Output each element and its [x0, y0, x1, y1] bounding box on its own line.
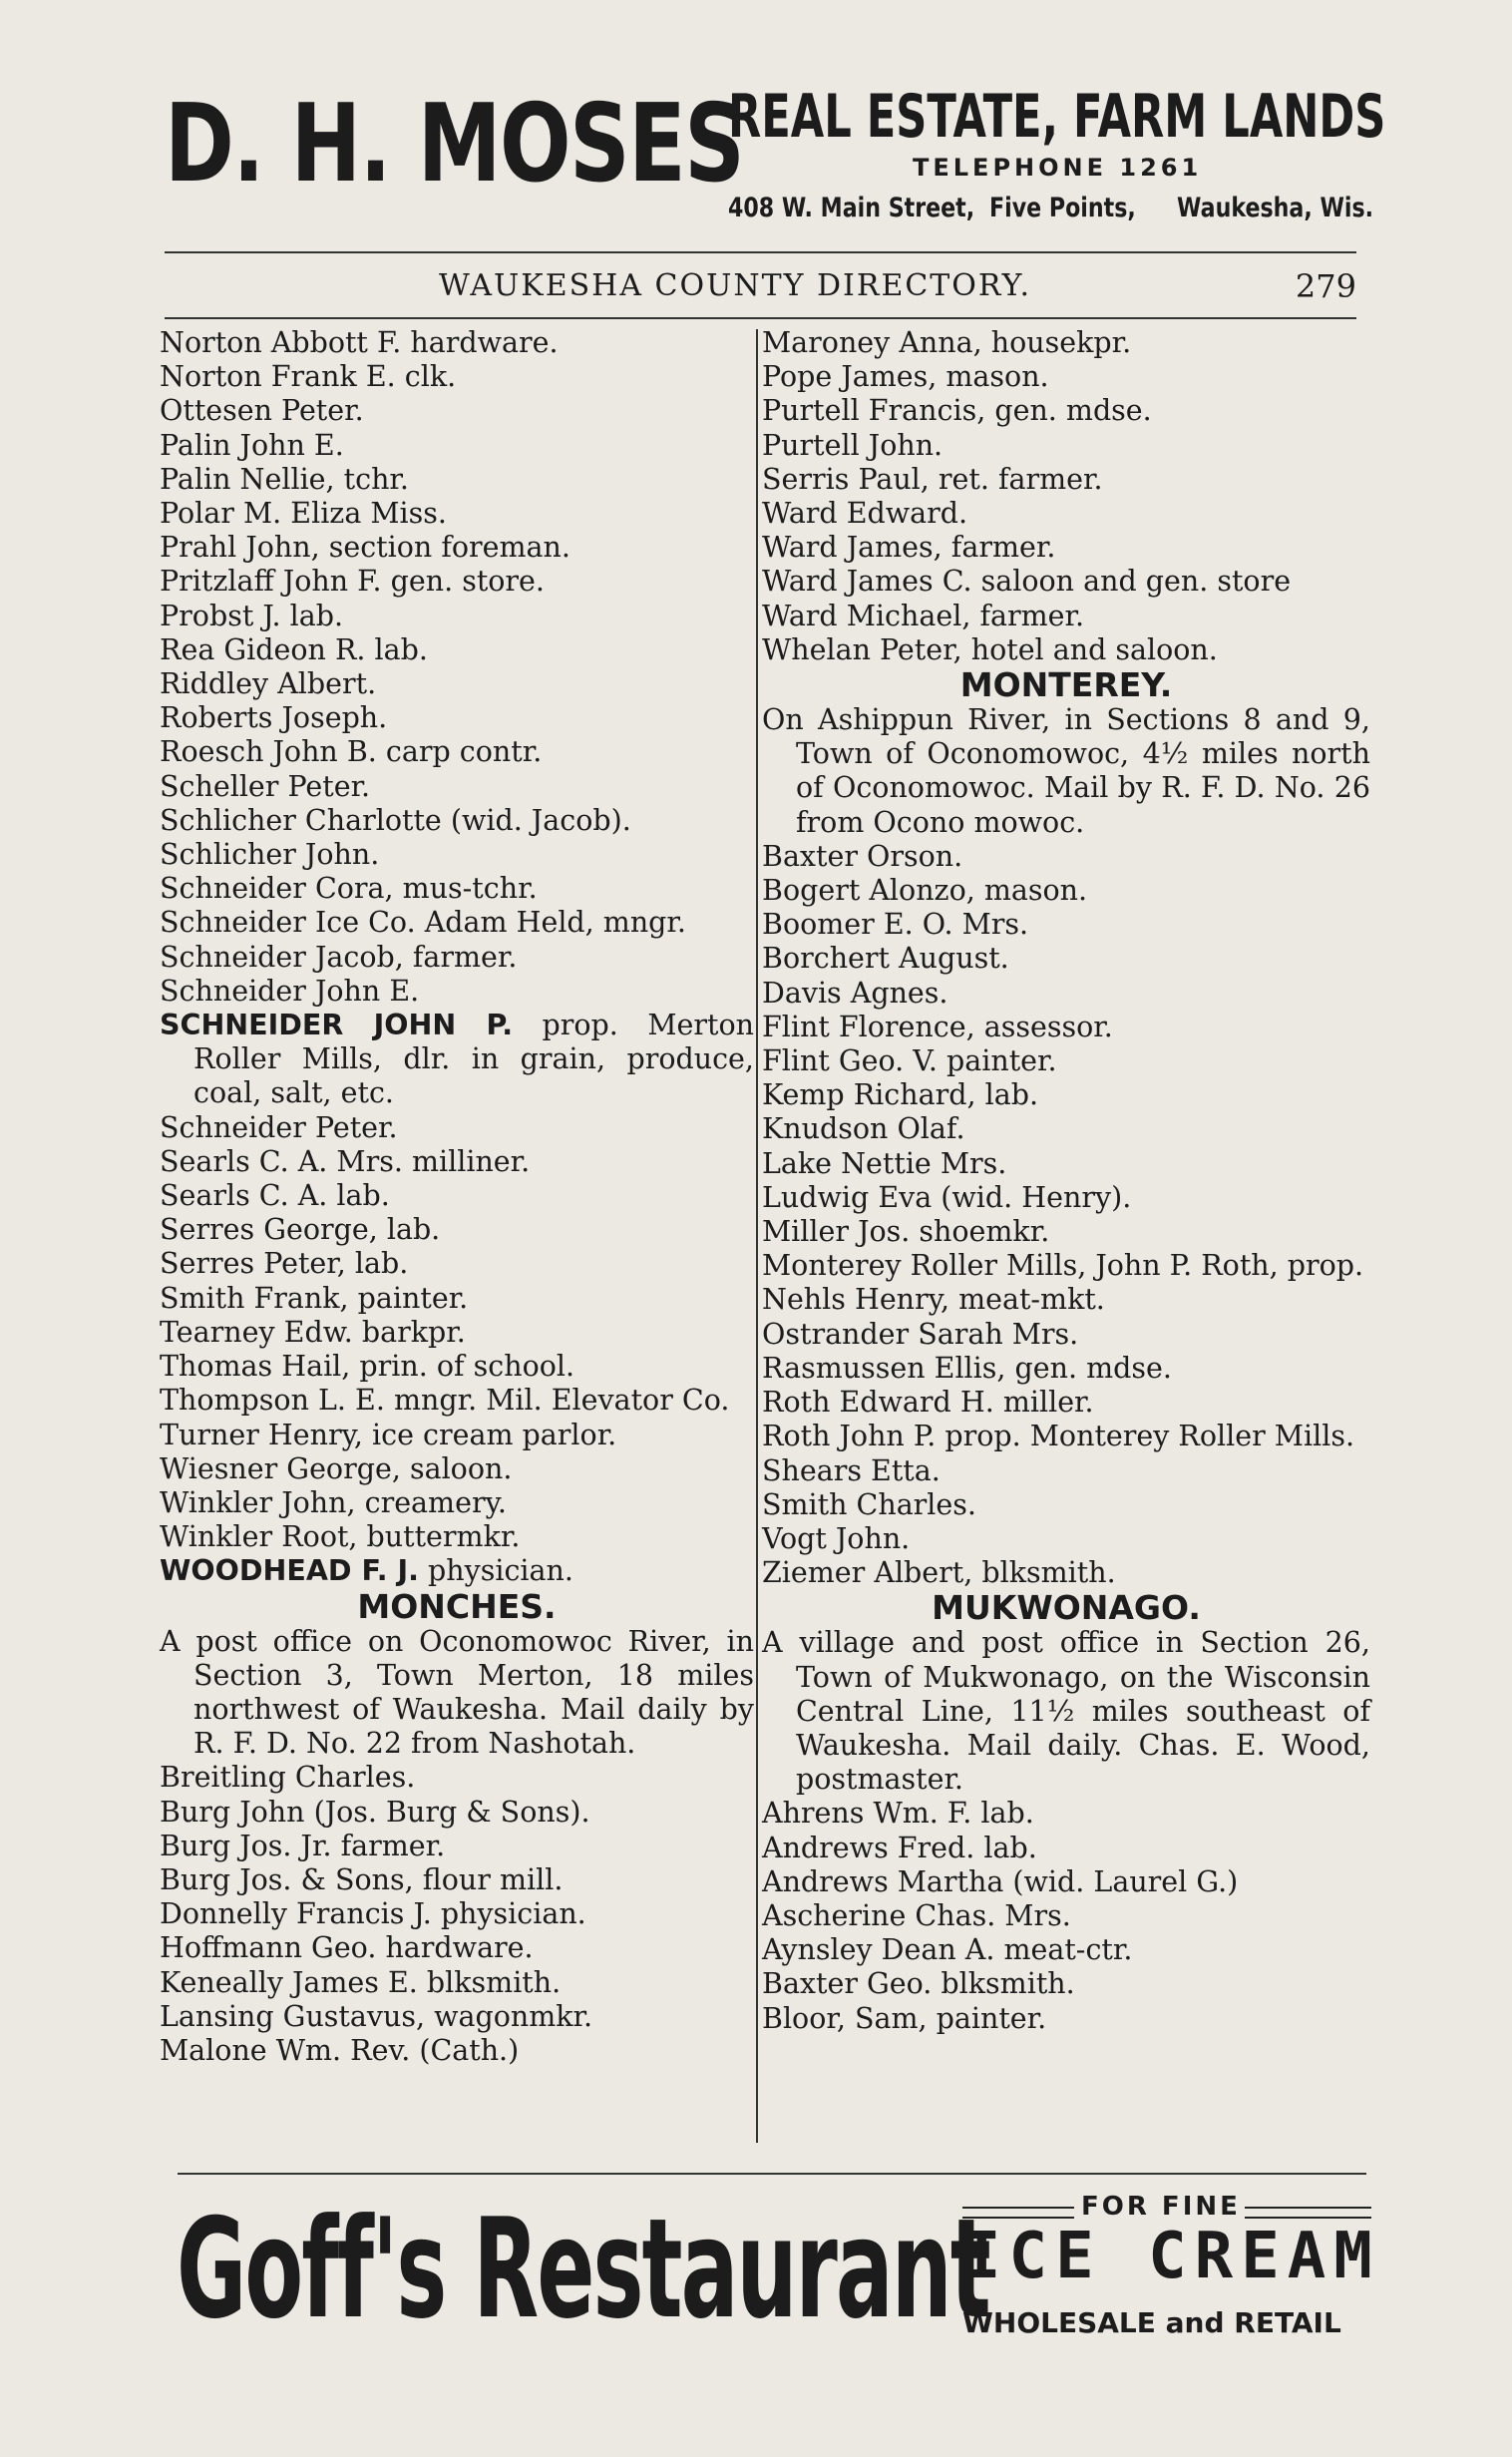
directory-entry: Andrews Fred. lab.	[762, 1831, 1037, 1864]
advertiser-details	[728, 80, 1386, 223]
directory-entry: Ziemer Albert, blksmith.	[762, 1556, 1116, 1590]
monterey-entries-c	[762, 1454, 1370, 1591]
directory-entry: Smith Charles.	[762, 1487, 976, 1521]
directory-entry: Burg John (Jos. Burg & Sons).	[160, 1795, 590, 1829]
section-heading-monterey: MONTEREY.	[959, 665, 1173, 705]
directory-entry: Serres Peter, lab.	[160, 1247, 409, 1281]
running-head	[165, 262, 1356, 310]
directory-entry: Nehls Henry, meat-mkt.	[762, 1283, 1105, 1317]
directory-entry: Ahrens Wm. F. lab.	[762, 1797, 1034, 1831]
wholesale-retail-label: WHOLESALE and RETAIL	[962, 2306, 1341, 2339]
directory-entry: Hoffmann Geo. hardware.	[160, 1931, 534, 1965]
listing-woodhead	[160, 1554, 754, 1588]
directory-entry: Andrews Martha (wid. Laurel G.)	[762, 1864, 1239, 1898]
advertiser-name: D. H. MOSES	[165, 82, 744, 206]
monterey-entries	[762, 840, 1370, 1249]
directory-entry: Smith Frank, painter.	[160, 1281, 469, 1315]
directory-entry: Turner Henry, ice cream parlor.	[160, 1418, 617, 1451]
directory-entry: Lake Nettie Mrs.	[762, 1146, 1007, 1180]
directory-entry: Kemp Richard, lab.	[762, 1078, 1038, 1112]
directory-entry: Ward James C. saloon and gen. store	[762, 565, 1292, 599]
directory-entry: Ottesen Peter.	[160, 394, 364, 428]
directory-entry: Ward Edward.	[762, 497, 968, 531]
right-column	[762, 326, 1370, 2036]
directory-entry: Wiesner George, saloon.	[160, 1451, 513, 1485]
listing-thompson: Thompson L. E. mngr. Mil. Elevator Co.	[160, 1384, 730, 1418]
directory-entry: Flint Geo. V. painter.	[762, 1044, 1057, 1078]
directory-entry: Roth Edward H. miller.	[762, 1386, 1094, 1420]
section-description-monterey: On Ashippun River, in Sections 8 and 9, Town of Oconomowoc, 4½ miles north of Oconomowoc. Mail by R. F. D. No. 26 from Ocono mowoc.	[762, 703, 1370, 839]
directory-entry: Prahl John, section foreman.	[160, 531, 570, 565]
directory-entry: Boomer E. O. Mrs.	[762, 908, 1029, 942]
restaurant-name: Goff's Restaurant	[177, 2189, 989, 2349]
directory-entry: Baxter Orson.	[762, 839, 963, 873]
top-advertisement	[165, 80, 1386, 229]
listing-monterey-roller-mills: Monterey Roller Mills, John P. Roth, prop.	[762, 1249, 1364, 1283]
directory-entry: Vogt John.	[762, 1521, 911, 1555]
directory-entry: Probst J. lab.	[160, 599, 344, 632]
left-entries-a	[160, 326, 754, 1009]
directory-entry: Roesch John B. carp contr.	[160, 735, 543, 769]
left-entries-b	[160, 1111, 754, 1385]
directory-entry: Bogert Alonzo, mason.	[762, 874, 1088, 908]
directory-entry: Schneider Ice Co. Adam Held, mngr.	[160, 906, 686, 940]
section-description-mukwonago: A village and post office in Section 26, Town of Mukwonago, on the Wisconsin Central Line, 11½ miles southeast of Waukesha. Mail daily. Chas. E. Wood, postmaster.	[762, 1626, 1370, 1797]
advertiser-street: 408 W. Main Street,	[728, 193, 975, 223]
directory-entry: Scheller Peter.	[160, 769, 371, 803]
directory-entry: Pope James, mason.	[762, 360, 1049, 394]
advertiser-business: REAL ESTATE, FARM LANDS	[728, 82, 1386, 152]
directory-entry: Rea Gideon R. lab.	[160, 632, 428, 666]
section-heading-mukwonago: MUKWONAGO.	[932, 1588, 1201, 1628]
mukwonago-entries	[762, 1797, 1370, 2035]
directory-entry: Polar M. Eliza Miss.	[160, 497, 447, 531]
directory-entry: Flint Florence, assessor.	[762, 1010, 1113, 1043]
directory-entry: Miller Jos. shoemkr.	[762, 1215, 1050, 1249]
directory-entry: Burg Jos. & Sons, flour mill.	[160, 1862, 564, 1896]
directory-entry: Norton Frank E. clk.	[160, 360, 457, 394]
directory-entry: Rasmussen Ellis, gen. mdse.	[762, 1351, 1172, 1385]
directory-entry: Palin John E.	[160, 428, 344, 462]
directory-entry: Serres George, lab.	[160, 1213, 441, 1247]
running-title: WAUKESHA COUNTY DIRECTORY.	[439, 268, 1032, 303]
ice-cream-ad	[962, 2185, 1380, 2364]
listing-schneider-john-p	[160, 1009, 754, 1111]
directory-entry: Burg Jos. Jr. farmer.	[160, 1829, 446, 1862]
for-fine-label: FOR FINE	[1077, 2192, 1245, 2222]
directory-entry: Riddley Albert.	[160, 667, 377, 701]
ice-cream-label: ICE CREAM	[962, 2220, 1380, 2293]
directory-entry: Serris Paul, ret. farmer.	[762, 462, 1103, 496]
directory-entry: Ludwig Eva (wid. Henry).	[762, 1180, 1132, 1214]
section-heading-monches: MONCHES.	[357, 1586, 557, 1626]
directory-entry: Winkler John, creamery.	[160, 1485, 507, 1519]
advertiser-telephone: TELEPHONE 1261	[913, 154, 1203, 182]
listing-name-bold: WOODHEAD F. J.	[160, 1554, 419, 1588]
directory-entry: Lansing Gustavus, wagonmkr.	[160, 1999, 593, 2033]
directory-entry: Bloor, Sam, painter.	[762, 2001, 1047, 2035]
directory-entry: Davis Agnes.	[762, 976, 948, 1010]
directory-entry: Winkler Root, buttermkr.	[160, 1520, 521, 1554]
directory-entry: Pritzlaff John F. gen. store.	[160, 565, 545, 599]
directory-entry: Ward Michael, farmer.	[762, 599, 1085, 632]
directory-entry: Shears Etta.	[762, 1453, 941, 1487]
directory-entry: Breitling Charles.	[160, 1761, 416, 1795]
advertiser-city: Waukesha, Wis.	[1177, 193, 1374, 223]
directory-entry: Thomas Hail, prin. of school.	[160, 1350, 575, 1384]
listing-detail: prop. Merton Roller Mills, dlr. in grain, produce, coal, salt, etc.	[193, 1009, 754, 1110]
monterey-entries-b	[762, 1283, 1370, 1420]
directory-entry: Searls C. A. lab.	[160, 1179, 390, 1213]
directory-entry: Baxter Geo. blksmith.	[762, 1967, 1075, 2001]
directory-entry: Schneider Cora, mus-tchr.	[160, 872, 538, 906]
directory-entry: Purtell John.	[762, 428, 944, 462]
directory-entry: Schlicher Charlotte (wid. Jacob).	[160, 803, 631, 837]
directory-entry: Purtell Francis, gen. mdse.	[762, 394, 1152, 428]
column-divider	[756, 329, 758, 2143]
right-entries-a	[762, 326, 1370, 667]
directory-entry: Ward James, farmer.	[762, 531, 1056, 565]
directory-entry: Keneally James E. blksmith.	[160, 1965, 562, 1999]
directory-entry: Ostrander Sarah Mrs.	[762, 1317, 1079, 1351]
directory-entry: Schneider John E.	[160, 974, 420, 1008]
directory-entry: Knudson Olaf.	[762, 1112, 965, 1146]
directory-entry: Roberts Joseph.	[160, 701, 388, 735]
directory-entry: Tearney Edw. barkpr.	[160, 1315, 466, 1349]
directory-entry: Schneider Jacob, farmer.	[160, 940, 518, 974]
directory-entry: Searls C. A. Mrs. milliner.	[160, 1144, 531, 1178]
listing-roth-john-p: Roth John P. prop. Monterey Roller Mills.	[762, 1420, 1355, 1453]
listing-detail: physician.	[418, 1554, 573, 1588]
directory-entry: Whelan Peter, hotel and saloon.	[762, 632, 1218, 666]
directory-entry: Ascherine Chas. Mrs.	[762, 1898, 1071, 1932]
advertiser-address	[728, 193, 1374, 232]
bottom-advertisement	[165, 2185, 1380, 2364]
decorative-rule-left	[962, 2207, 1074, 2219]
directory-entry: Donnelly Francis J. physician.	[160, 1897, 586, 1931]
decorative-rule-right	[1244, 2207, 1371, 2219]
monches-entries	[160, 1761, 754, 2068]
directory-entry: Malone Wm. Rev. (Cath.)	[160, 2033, 520, 2067]
directory-entry: Schlicher John.	[160, 838, 380, 872]
listing-name-bold: SCHNEIDER JOHN P.	[160, 1009, 514, 1042]
footer-rule	[178, 2173, 1366, 2175]
page-number: 279	[1295, 267, 1356, 305]
directory-entry: Borchert August.	[762, 942, 1009, 976]
header-rule	[165, 251, 1356, 253]
directory-entry: Aynsley Dean A. meat-ctr.	[762, 1933, 1133, 1967]
directory-entry: Palin Nellie, tchr.	[160, 462, 409, 496]
directory-entry: Norton Abbott F. hardware.	[160, 326, 559, 359]
directory-entry: Schneider Peter.	[160, 1110, 398, 1144]
advertiser-locale: Five Points,	[989, 193, 1136, 223]
left-column	[160, 326, 754, 2068]
directory-entry: Maroney Anna, housekpr.	[762, 326, 1132, 359]
left-entries-c	[160, 1419, 754, 1555]
section-description-monches: A post office on Oconomowoc River, in Section 3, Town Merton, 18 miles northwest of Waukesha. Mail daily by R. F. D. No. 22 from Nashotah.	[160, 1624, 754, 1761]
running-head-rule	[165, 317, 1356, 319]
